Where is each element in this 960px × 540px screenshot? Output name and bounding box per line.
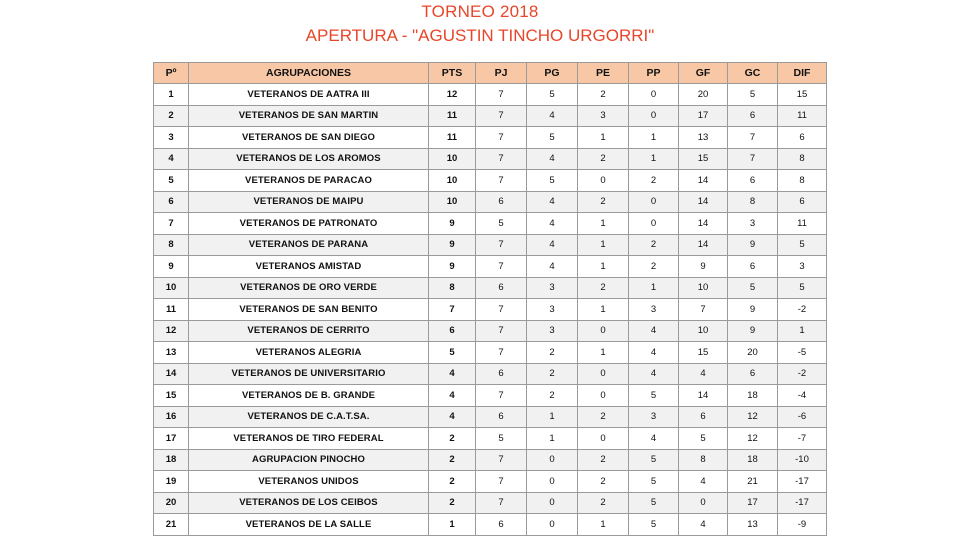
cell-played: 6 xyxy=(476,363,527,385)
cell-drawn: 2 xyxy=(578,406,629,428)
cell-played: 7 xyxy=(476,127,527,149)
cell-goals-for: 8 xyxy=(679,449,728,471)
cell-team: VETERANOS DE TIRO FEDERAL xyxy=(189,428,429,450)
cell-position: 10 xyxy=(154,277,189,299)
cell-won: 4 xyxy=(527,256,578,278)
cell-goals-for: 14 xyxy=(679,385,728,407)
table-row xyxy=(154,406,827,428)
cell-lost: 5 xyxy=(629,385,679,407)
cell-team: VETERANOS DE UNIVERSITARIO xyxy=(189,363,429,385)
cell-goal-diff: 3 xyxy=(778,256,827,278)
cell-drawn: 0 xyxy=(578,385,629,407)
col-header-goals-for: GF xyxy=(679,63,728,84)
cell-team: VETERANOS DE B. GRANDE xyxy=(189,385,429,407)
cell-played: 6 xyxy=(476,191,527,213)
cell-lost: 4 xyxy=(629,363,679,385)
cell-goals-against: 18 xyxy=(728,449,778,471)
cell-position: 2 xyxy=(154,105,189,127)
cell-points: 12 xyxy=(429,84,476,106)
cell-goals-for: 4 xyxy=(679,471,728,493)
cell-goals-against: 5 xyxy=(728,84,778,106)
cell-played: 6 xyxy=(476,406,527,428)
cell-points: 6 xyxy=(429,320,476,342)
table-row xyxy=(154,170,827,192)
col-header-drawn: PE xyxy=(578,63,629,84)
table-row xyxy=(154,342,827,364)
cell-drawn: 1 xyxy=(578,127,629,149)
cell-lost: 2 xyxy=(629,256,679,278)
cell-lost: 1 xyxy=(629,148,679,170)
table-row xyxy=(154,256,827,278)
cell-position: 18 xyxy=(154,449,189,471)
cell-goal-diff: 5 xyxy=(778,234,827,256)
cell-position: 15 xyxy=(154,385,189,407)
header-row xyxy=(154,63,827,84)
cell-goals-against: 17 xyxy=(728,492,778,514)
cell-goals-against: 18 xyxy=(728,385,778,407)
cell-played: 7 xyxy=(476,320,527,342)
cell-won: 1 xyxy=(527,406,578,428)
table-row xyxy=(154,428,827,450)
cell-lost: 2 xyxy=(629,170,679,192)
cell-drawn: 2 xyxy=(578,492,629,514)
cell-points: 9 xyxy=(429,213,476,235)
cell-goal-diff: 8 xyxy=(778,170,827,192)
cell-lost: 2 xyxy=(629,234,679,256)
table-row xyxy=(154,105,827,127)
cell-position: 12 xyxy=(154,320,189,342)
cell-won: 0 xyxy=(527,449,578,471)
cell-drawn: 2 xyxy=(578,277,629,299)
table-row xyxy=(154,514,827,536)
cell-goal-diff: 15 xyxy=(778,84,827,106)
cell-won: 0 xyxy=(527,471,578,493)
cell-team: VETERANOS DE SAN MARTIN xyxy=(189,105,429,127)
col-header-team: AGRUPACIONES xyxy=(189,63,429,84)
cell-goals-for: 4 xyxy=(679,514,728,536)
cell-position: 14 xyxy=(154,363,189,385)
cell-position: 5 xyxy=(154,170,189,192)
cell-goals-against: 12 xyxy=(728,428,778,450)
cell-played: 5 xyxy=(476,213,527,235)
cell-lost: 1 xyxy=(629,277,679,299)
table-row xyxy=(154,320,827,342)
cell-goals-against: 21 xyxy=(728,471,778,493)
cell-won: 4 xyxy=(527,213,578,235)
cell-played: 7 xyxy=(476,299,527,321)
table-row xyxy=(154,492,827,514)
cell-drawn: 2 xyxy=(578,84,629,106)
cell-drawn: 2 xyxy=(578,148,629,170)
cell-goals-for: 7 xyxy=(679,299,728,321)
col-header-position: Pº xyxy=(154,63,189,84)
cell-points: 7 xyxy=(429,299,476,321)
cell-position: 4 xyxy=(154,148,189,170)
cell-played: 7 xyxy=(476,342,527,364)
cell-goal-diff: -10 xyxy=(778,449,827,471)
cell-points: 9 xyxy=(429,256,476,278)
cell-won: 4 xyxy=(527,105,578,127)
table-row xyxy=(154,385,827,407)
col-header-points: PTS xyxy=(429,63,476,84)
cell-goals-against: 7 xyxy=(728,148,778,170)
cell-goal-diff: 6 xyxy=(778,191,827,213)
cell-position: 9 xyxy=(154,256,189,278)
cell-won: 2 xyxy=(527,363,578,385)
cell-won: 3 xyxy=(527,277,578,299)
cell-played: 7 xyxy=(476,449,527,471)
cell-goals-against: 7 xyxy=(728,127,778,149)
cell-team: VETERANOS DE SAN DIEGO xyxy=(189,127,429,149)
cell-goals-for: 10 xyxy=(679,320,728,342)
cell-lost: 0 xyxy=(629,213,679,235)
cell-goal-diff: 8 xyxy=(778,148,827,170)
cell-goal-diff: -2 xyxy=(778,363,827,385)
cell-position: 20 xyxy=(154,492,189,514)
cell-goals-for: 15 xyxy=(679,342,728,364)
cell-team: VETERANOS DE CERRITO xyxy=(189,320,429,342)
cell-goals-against: 20 xyxy=(728,342,778,364)
cell-won: 4 xyxy=(527,191,578,213)
col-header-won: PG xyxy=(527,63,578,84)
cell-position: 17 xyxy=(154,428,189,450)
cell-goal-diff: -17 xyxy=(778,471,827,493)
cell-goals-against: 9 xyxy=(728,320,778,342)
cell-points: 10 xyxy=(429,170,476,192)
cell-position: 8 xyxy=(154,234,189,256)
cell-goal-diff: -7 xyxy=(778,428,827,450)
cell-lost: 5 xyxy=(629,492,679,514)
cell-goal-diff: -2 xyxy=(778,299,827,321)
cell-goals-against: 5 xyxy=(728,277,778,299)
table-row xyxy=(154,449,827,471)
table-row xyxy=(154,299,827,321)
cell-goal-diff: 11 xyxy=(778,105,827,127)
cell-goals-against: 13 xyxy=(728,514,778,536)
standings-table xyxy=(153,62,827,536)
cell-goals-for: 14 xyxy=(679,234,728,256)
cell-goals-against: 6 xyxy=(728,105,778,127)
cell-won: 3 xyxy=(527,320,578,342)
cell-goal-diff: -5 xyxy=(778,342,827,364)
cell-team: VETERANOS DE C.A.T.SA. xyxy=(189,406,429,428)
cell-points: 8 xyxy=(429,277,476,299)
cell-team: VETERANOS DE PARANA xyxy=(189,234,429,256)
cell-drawn: 0 xyxy=(578,428,629,450)
cell-lost: 4 xyxy=(629,428,679,450)
cell-goals-for: 14 xyxy=(679,191,728,213)
cell-played: 7 xyxy=(476,385,527,407)
cell-lost: 5 xyxy=(629,449,679,471)
cell-won: 5 xyxy=(527,84,578,106)
cell-position: 16 xyxy=(154,406,189,428)
cell-goal-diff: 6 xyxy=(778,127,827,149)
cell-points: 2 xyxy=(429,428,476,450)
table-row xyxy=(154,148,827,170)
cell-goals-for: 6 xyxy=(679,406,728,428)
cell-won: 5 xyxy=(527,127,578,149)
cell-goals-for: 9 xyxy=(679,256,728,278)
cell-lost: 0 xyxy=(629,84,679,106)
table-row xyxy=(154,277,827,299)
cell-won: 2 xyxy=(527,385,578,407)
cell-won: 1 xyxy=(527,428,578,450)
cell-lost: 5 xyxy=(629,471,679,493)
cell-lost: 3 xyxy=(629,406,679,428)
cell-goal-diff: 11 xyxy=(778,213,827,235)
cell-points: 10 xyxy=(429,148,476,170)
cell-goals-against: 12 xyxy=(728,406,778,428)
cell-points: 2 xyxy=(429,492,476,514)
cell-goals-against: 8 xyxy=(728,191,778,213)
cell-position: 19 xyxy=(154,471,189,493)
cell-goals-against: 6 xyxy=(728,170,778,192)
cell-points: 11 xyxy=(429,127,476,149)
cell-points: 11 xyxy=(429,105,476,127)
cell-played: 6 xyxy=(476,277,527,299)
cell-drawn: 1 xyxy=(578,299,629,321)
table-row xyxy=(154,234,827,256)
cell-goals-against: 6 xyxy=(728,363,778,385)
cell-points: 2 xyxy=(429,471,476,493)
cell-played: 7 xyxy=(476,492,527,514)
cell-position: 3 xyxy=(154,127,189,149)
cell-played: 7 xyxy=(476,234,527,256)
cell-drawn: 1 xyxy=(578,213,629,235)
cell-won: 0 xyxy=(527,492,578,514)
cell-team: VETERANOS ALEGRIA xyxy=(189,342,429,364)
cell-played: 7 xyxy=(476,256,527,278)
cell-drawn: 0 xyxy=(578,320,629,342)
cell-team: VETERANOS DE MAIPU xyxy=(189,191,429,213)
cell-drawn: 1 xyxy=(578,514,629,536)
cell-points: 4 xyxy=(429,385,476,407)
cell-goal-diff: -4 xyxy=(778,385,827,407)
cell-played: 7 xyxy=(476,170,527,192)
cell-team: VETERANOS DE SAN BENITO xyxy=(189,299,429,321)
cell-position: 1 xyxy=(154,84,189,106)
cell-goals-for: 5 xyxy=(679,428,728,450)
tournament-subtitle: APERTURA - "AGUSTIN TINCHO URGORRI" xyxy=(305,26,655,45)
cell-lost: 1 xyxy=(629,127,679,149)
cell-drawn: 2 xyxy=(578,471,629,493)
cell-goal-diff: 5 xyxy=(778,277,827,299)
cell-drawn: 2 xyxy=(578,449,629,471)
table-row xyxy=(154,363,827,385)
cell-drawn: 1 xyxy=(578,256,629,278)
cell-won: 3 xyxy=(527,299,578,321)
cell-goal-diff: -9 xyxy=(778,514,827,536)
cell-lost: 3 xyxy=(629,299,679,321)
cell-played: 7 xyxy=(476,105,527,127)
cell-team: VETERANOS DE PARACAO xyxy=(189,170,429,192)
table-row xyxy=(154,213,827,235)
cell-position: 6 xyxy=(154,191,189,213)
cell-drawn: 3 xyxy=(578,105,629,127)
cell-goals-against: 9 xyxy=(728,234,778,256)
cell-drawn: 2 xyxy=(578,191,629,213)
cell-won: 2 xyxy=(527,342,578,364)
col-header-played: PJ xyxy=(476,63,527,84)
cell-lost: 5 xyxy=(629,514,679,536)
table-row xyxy=(154,191,827,213)
cell-goals-for: 14 xyxy=(679,213,728,235)
tournament-title: TORNEO 2018 xyxy=(421,2,539,21)
cell-won: 4 xyxy=(527,234,578,256)
cell-points: 9 xyxy=(429,234,476,256)
cell-team: VETERANOS DE LA SALLE xyxy=(189,514,429,536)
cell-lost: 4 xyxy=(629,320,679,342)
cell-goal-diff: 1 xyxy=(778,320,827,342)
cell-goals-for: 14 xyxy=(679,170,728,192)
cell-lost: 0 xyxy=(629,105,679,127)
cell-lost: 0 xyxy=(629,191,679,213)
cell-won: 4 xyxy=(527,148,578,170)
cell-won: 0 xyxy=(527,514,578,536)
cell-points: 1 xyxy=(429,514,476,536)
table-row xyxy=(154,127,827,149)
cell-team: VETERANOS DE PATRONATO xyxy=(189,213,429,235)
cell-goals-against: 3 xyxy=(728,213,778,235)
cell-points: 5 xyxy=(429,342,476,364)
table-row xyxy=(154,471,827,493)
col-header-goal-diff: DIF xyxy=(778,63,827,84)
table-row xyxy=(154,84,827,106)
cell-drawn: 0 xyxy=(578,363,629,385)
cell-points: 4 xyxy=(429,406,476,428)
col-header-goals-against: GC xyxy=(728,63,778,84)
cell-played: 6 xyxy=(476,514,527,536)
cell-goals-for: 13 xyxy=(679,127,728,149)
cell-team: VETERANOS AMISTAD xyxy=(189,256,429,278)
cell-drawn: 1 xyxy=(578,234,629,256)
cell-points: 10 xyxy=(429,191,476,213)
cell-lost: 4 xyxy=(629,342,679,364)
cell-goals-for: 4 xyxy=(679,363,728,385)
cell-played: 5 xyxy=(476,428,527,450)
col-header-lost: PP xyxy=(629,63,679,84)
cell-goals-against: 6 xyxy=(728,256,778,278)
cell-played: 7 xyxy=(476,471,527,493)
cell-drawn: 0 xyxy=(578,170,629,192)
cell-team: VETERANOS DE ORO VERDE xyxy=(189,277,429,299)
cell-position: 13 xyxy=(154,342,189,364)
cell-position: 11 xyxy=(154,299,189,321)
cell-team: AGRUPACION PINOCHO xyxy=(189,449,429,471)
cell-team: VETERANOS UNIDOS xyxy=(189,471,429,493)
cell-goals-against: 9 xyxy=(728,299,778,321)
cell-drawn: 1 xyxy=(578,342,629,364)
cell-won: 5 xyxy=(527,170,578,192)
cell-played: 7 xyxy=(476,84,527,106)
cell-team: VETERANOS DE LOS CEIBOS xyxy=(189,492,429,514)
cell-position: 21 xyxy=(154,514,189,536)
cell-played: 7 xyxy=(476,148,527,170)
cell-goals-for: 17 xyxy=(679,105,728,127)
cell-goals-for: 20 xyxy=(679,84,728,106)
cell-position: 7 xyxy=(154,213,189,235)
cell-goals-for: 10 xyxy=(679,277,728,299)
cell-goal-diff: -6 xyxy=(778,406,827,428)
cell-team: VETERANOS DE LOS AROMOS xyxy=(189,148,429,170)
cell-goals-for: 0 xyxy=(679,492,728,514)
cell-goal-diff: -17 xyxy=(778,492,827,514)
cell-team: VETERANOS DE AATRA III xyxy=(189,84,429,106)
cell-points: 4 xyxy=(429,363,476,385)
cell-goals-for: 15 xyxy=(679,148,728,170)
cell-points: 2 xyxy=(429,449,476,471)
